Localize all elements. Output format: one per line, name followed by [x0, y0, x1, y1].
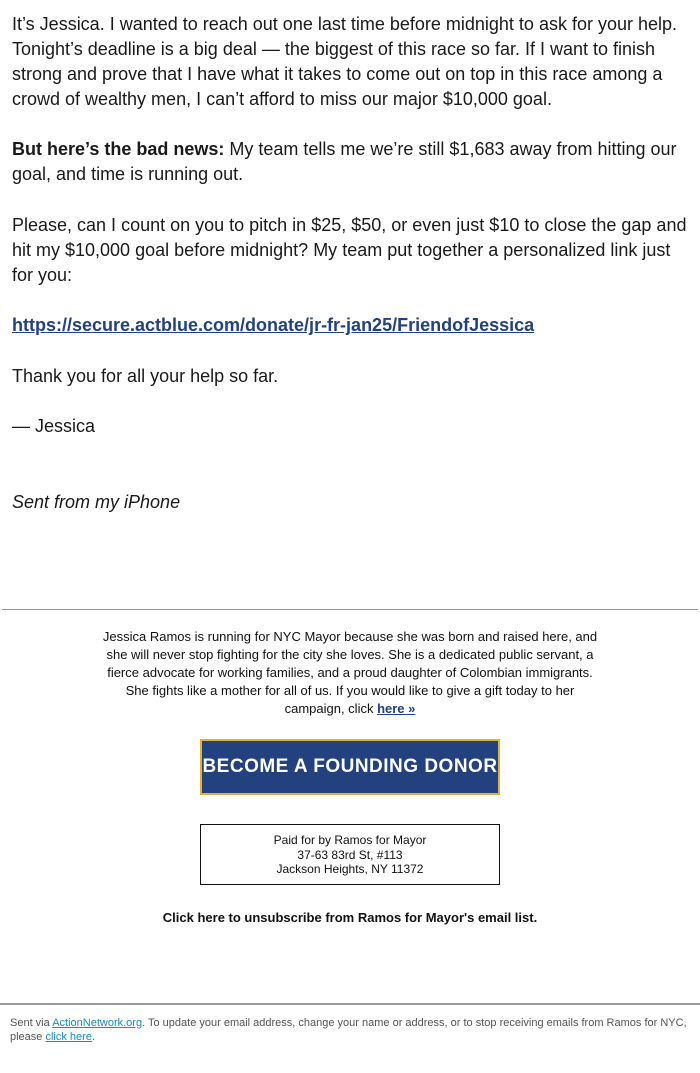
campaign-blurb: [100, 628, 600, 718]
campaign-blurb-text: Jessica Ramos is running for NYC Mayor because she was born and raised here, and she will never stop fighting for the city she loves. She is a dedicated public servant, a fierce advocate for working families, and a proud daughter of Colombian immigrants. She fights like a mother for all of us. If you would like to give a gift today to her campaign, click: [102, 629, 598, 716]
signoff-text: — Jessica: [12, 416, 96, 436]
email-paragraph-intro: It’s Jessica. I wanted to reach out one last time before midnight to ask for your help. Tonight’s deadline is a big deal — the biggest of this race so far. If I want to finish strong and prove that I have what it takes to come out on top in this race among a crowd of wealthy men, I can’t afford to miss our major $10,000 goal.: [12, 14, 678, 109]
thanks-text: Thank you for all your help so far.: [12, 366, 279, 386]
donate-link[interactable]: https://secure.actblue.com/donate/jr-fr-jan25/FriendofJessica: [12, 315, 535, 335]
footer-divider: [2, 609, 698, 610]
bad-news-heading: But here’s the bad news:: [12, 139, 225, 159]
bottom-divider: [0, 1003, 700, 1005]
donate-link-paragraph: [12, 313, 696, 338]
note-prefix: Sent via: [10, 1017, 53, 1029]
action-network-link[interactable]: ActionNetwork.org: [52, 1017, 143, 1029]
email-paragraph-ask: Please, can I count on you to pitch in $25, $50, or even just $10 to close the gap and hit my $10,000 goal before midnight? My team put together a personalized link just for you:: [12, 215, 687, 285]
update-preferences-link[interactable]: click here: [45, 1031, 92, 1043]
unsubscribe-link[interactable]: Click here to unsubscribe from Ramos for Mayor's email list.: [162, 910, 538, 925]
note-middle: . To update your email address, change your name or address, or to stop receiving emails from Ramos for NYC, please: [10, 1017, 687, 1043]
email-paragraph-bad-news: [12, 137, 696, 187]
paid-for-disclaimer: [200, 824, 500, 885]
campaign-here-link[interactable]: here »: [377, 701, 416, 716]
note-suffix: .: [91, 1031, 96, 1043]
sent-from-iphone: Sent from my iPhone: [12, 492, 181, 512]
action-network-note: [10, 1016, 690, 1044]
paid-for-city: Jackson Heights, NY 11372: [276, 862, 424, 876]
paid-for-line: Paid for by Ramos for Mayor: [273, 833, 427, 847]
become-founding-donor-button[interactable]: BECOME A FOUNDING DONOR: [200, 739, 500, 795]
bad-news-text: My team tells me we’re still $1,683 away from hitting our goal, and time is running out.: [12, 139, 677, 184]
paid-for-address: 37-63 83rd St, #113: [297, 847, 403, 862]
